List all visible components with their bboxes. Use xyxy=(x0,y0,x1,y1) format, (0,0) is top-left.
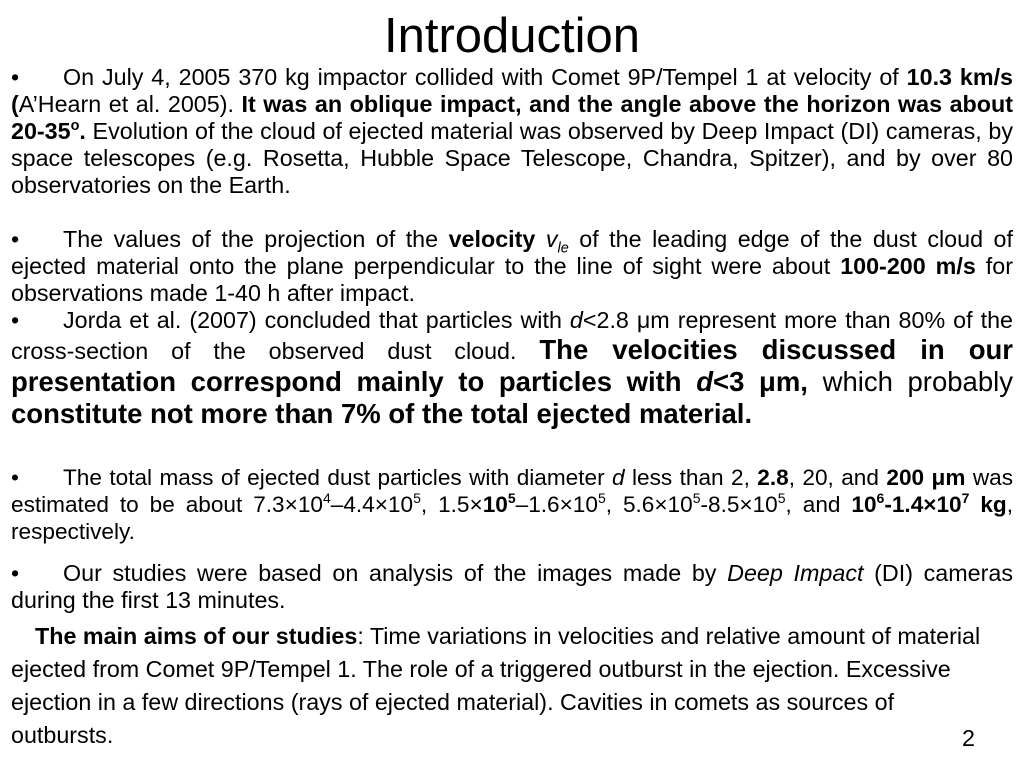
superscript: o xyxy=(70,117,80,134)
superscript: 7 xyxy=(961,489,970,506)
text: Our studies were based on analysis of the images made by xyxy=(63,560,728,586)
text-bold: 10 xyxy=(482,492,508,517)
text-italic: d xyxy=(569,307,583,333)
page-number: 2 xyxy=(962,725,975,751)
text: , 20, and xyxy=(788,465,887,490)
text: of the leading edge of the dust cloud of ejected material onto the plane perpendicular to the line of sight were about xyxy=(11,226,1013,279)
text: , 5.6×10 xyxy=(605,492,693,517)
text-bold: . xyxy=(79,118,86,144)
text-bold: 2.8 xyxy=(757,465,789,490)
text: was estimated to be about 7.3×10 xyxy=(11,465,1014,517)
subscript: le xyxy=(557,240,569,257)
text: less than 2, xyxy=(624,465,758,490)
text-italic: v xyxy=(545,226,558,252)
text-bold-italic: d xyxy=(696,366,714,397)
superscript: 6 xyxy=(876,489,885,506)
text: <2.8 μm represent more than 80% of the cross-section of the observed dust cloud. xyxy=(11,307,1013,364)
main-aims-paragraph xyxy=(11,620,1001,752)
text-bold: -1.4×10 xyxy=(884,492,962,517)
text-bold-large: constitute not more than 7% of the total ejected material. xyxy=(11,398,753,429)
text-bold-large: <3 μm, xyxy=(713,366,808,397)
text-bold: It was an oblique impact, and the angle above the horizon was about 20-35 xyxy=(11,91,1013,144)
text-bold: 200 μm xyxy=(886,465,966,490)
superscript: 5 xyxy=(597,489,606,506)
text-bold: 100-200 m/s xyxy=(840,253,976,279)
text-italic: d xyxy=(612,465,625,490)
bullet-impact-overview xyxy=(11,64,1013,199)
text: , and xyxy=(785,492,852,517)
superscript: 5 xyxy=(507,489,516,506)
text: A’Hearn et al. 2005). xyxy=(18,91,242,117)
text: –1.6×10 xyxy=(515,492,598,517)
bullet-mass xyxy=(11,464,1013,545)
bullet-velocity xyxy=(11,226,1013,307)
text-bold: The main aims of our studies xyxy=(35,623,358,649)
text-bold: velocity xyxy=(448,226,536,252)
text: (DI) cameras during the first 13 minutes. xyxy=(11,560,1013,613)
bullet-particles xyxy=(11,307,1013,430)
text: , 1.5× xyxy=(420,492,483,517)
text-bold: 10 xyxy=(851,492,877,517)
text: –4.4×10 xyxy=(330,492,414,517)
text: : Time variations in velocities and relative amount of material ejected from Comet 9P/Tempel 1. The role of a triggered outburst in the ejection. Excessive ejection in a few directions (rays of ejected material). Cavities in comets as sources of outbursts. xyxy=(11,623,981,748)
bullet-studies xyxy=(11,560,1013,614)
superscript: 5 xyxy=(413,489,421,506)
text-bold: 10.3 km/s ( xyxy=(11,64,1013,117)
bullet-marker: • xyxy=(11,307,20,333)
text-large: which probably xyxy=(807,366,1013,397)
bullet-marker: • xyxy=(11,226,20,252)
text-bold-large: The velocities discussed in our presentation correspond mainly to particles with xyxy=(11,334,1013,397)
superscript: 4 xyxy=(322,489,331,506)
bullet-marker: • xyxy=(11,560,20,586)
bullet-marker: • xyxy=(11,465,19,490)
text-bold: kg xyxy=(969,492,1007,517)
text: The values of the projection of the xyxy=(63,226,449,252)
text: -8.5×10 xyxy=(700,492,778,517)
superscript: 5 xyxy=(777,489,786,506)
text: for observations made 1-40 h after impact. xyxy=(11,253,1013,306)
text: On July 4, 2005 370 kg impactor collided with Comet 9P/Tempel 1 at velocity of xyxy=(63,64,907,90)
superscript: 5 xyxy=(692,489,701,506)
text: Evolution of the cloud of ejected material was observed by Deep Impact (DI) cameras, by space telescopes (e.g. Rosetta, Hubble Space Telescope, Chandra, Spitzer), and by over 80 observatories on the Earth. xyxy=(11,118,1013,198)
slide-title: Introduction xyxy=(383,9,641,63)
text: Jorda et al. (2007) concluded that particles with xyxy=(63,307,570,333)
text xyxy=(535,226,546,252)
bullet-marker: • xyxy=(11,64,20,90)
text-italic: Deep Impact xyxy=(727,560,864,586)
text: The total mass of ejected dust particles with diameter xyxy=(63,465,613,490)
text: , respectively. xyxy=(11,492,1013,544)
